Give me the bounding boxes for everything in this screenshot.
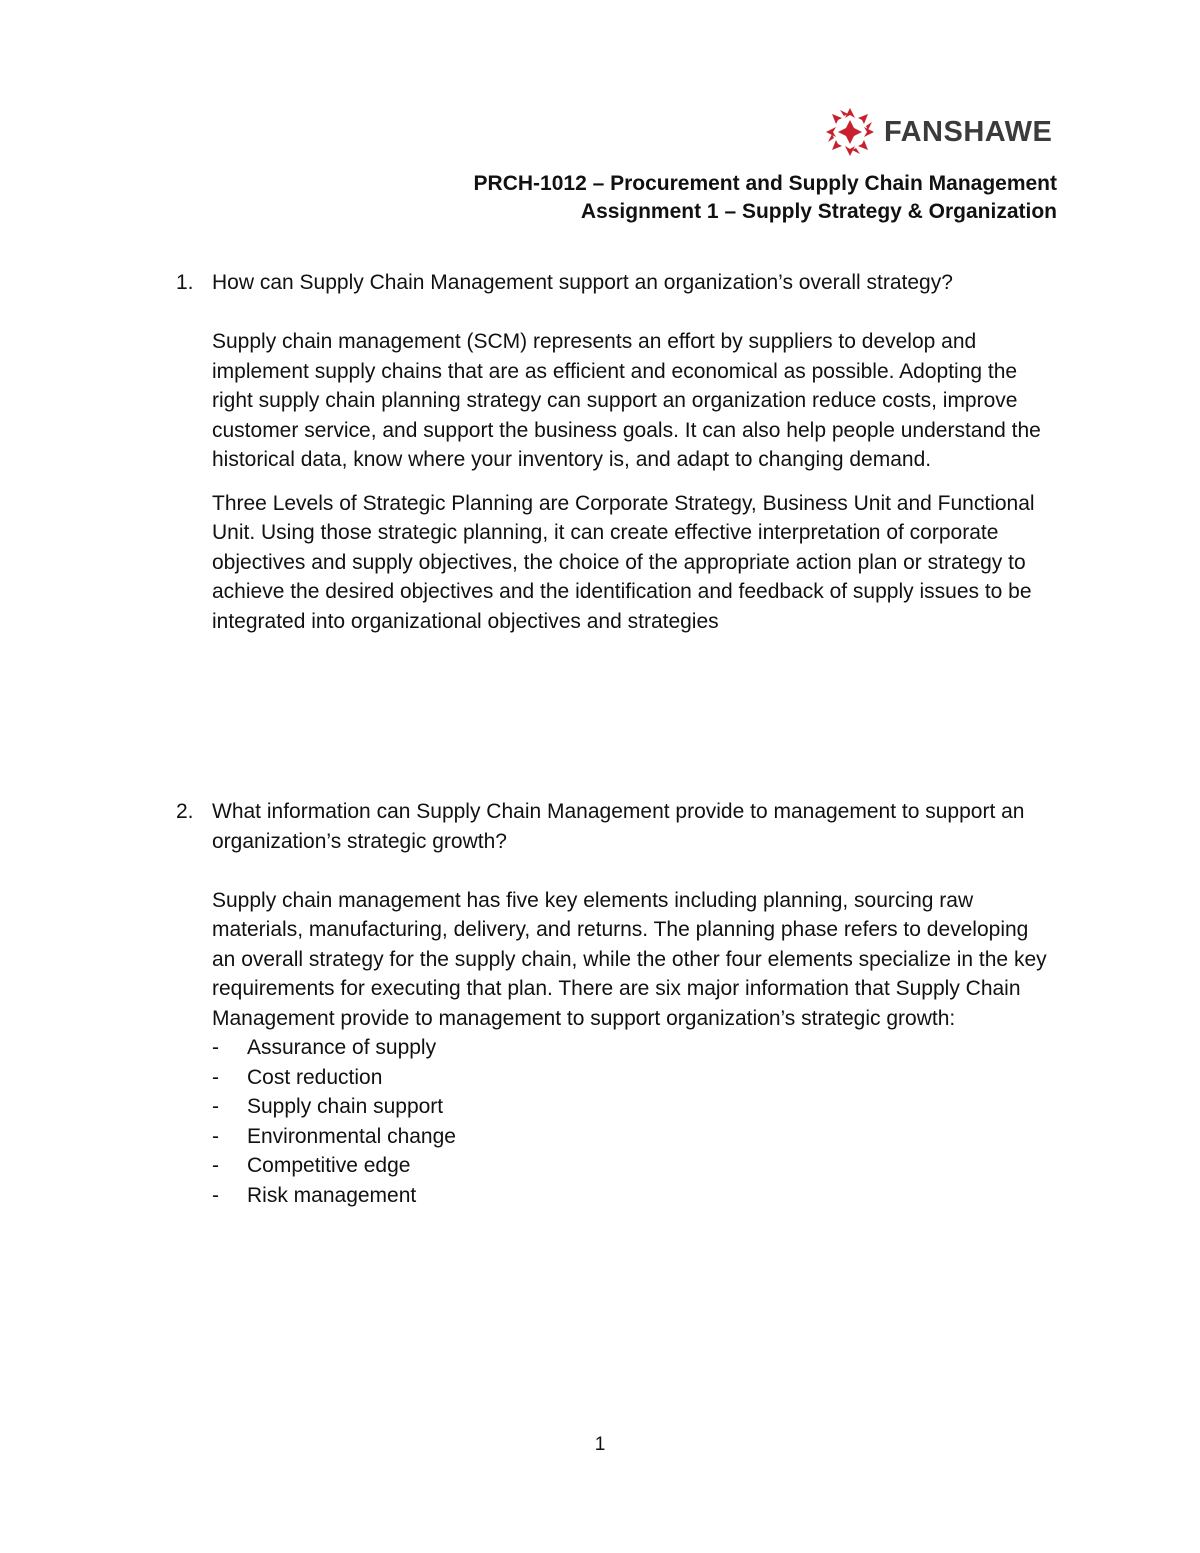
logo-wordmark: FANSHAWE <box>884 115 1053 148</box>
question-2 <box>176 797 1056 1210</box>
list-item: - Competitive edge <box>212 1154 411 1177</box>
question-body <box>212 268 1056 636</box>
question-text: What information can Supply Chain Management provide to management to support an organization’s strategic growth? <box>212 800 1025 853</box>
fanshawe-logo <box>824 106 1052 158</box>
document-title-block <box>474 170 1057 226</box>
question-1 <box>176 268 1056 636</box>
question-number: 2. <box>176 800 194 823</box>
fanshawe-logo-mark-icon <box>824 106 876 158</box>
course-title: PRCH-1012 – Procurement and Supply Chain Management <box>473 172 1057 195</box>
list-item: - Supply chain support <box>212 1095 444 1118</box>
assignment-title: Assignment 1 – Supply Strategy & Organization <box>580 200 1057 223</box>
page-number: 1 <box>594 1434 606 1455</box>
list-item: - Assurance of supply <box>212 1036 437 1059</box>
answer-paragraph: Three Levels of Strategic Planning are Corporate Strategy, Business Unit and Functional Unit. Using those strategic planning, it can create effective interpretation of corporate objectives and supply objectives, the choice of the appropriate action plan or strategy to achieve the desired objectives and the identification and feedback of supply issues to be integrated into organizational objectives and strategies <box>212 491 1035 633</box>
answer-paragraph: Supply chain management has five key elements including planning, sourcing raw materials, manufacturing, delivery, and returns. The planning phase refers to developing an overall strategy for the supply chain, while the other four elements specialize in the key requirements for executing that plan. There are six major information that Supply Chain Management provide to management to support organization’s strategic growth: <box>212 888 1047 1030</box>
list-item: - Environmental change <box>212 1124 456 1148</box>
answer-paragraph: Supply chain management (SCM) represents an effort by suppliers to develop and implement supply chains that are as efficient and economical as possible. Adopting the right supply chain planning strategy can support an organization reduce costs, improve customer service, and support the business goals. It can also help people understand the historical data, know where your inventory is, and adapt to changing demand. <box>212 330 1041 471</box>
question-number: 1. <box>176 271 194 294</box>
question-text: How can Supply Chain Management support an organization’s overall strategy? <box>212 271 953 294</box>
list-item: - Cost reduction <box>212 1065 383 1089</box>
list-item: - Risk management <box>212 1183 417 1207</box>
question-body <box>212 797 1056 1210</box>
growth-information-list <box>212 1033 1056 1210</box>
